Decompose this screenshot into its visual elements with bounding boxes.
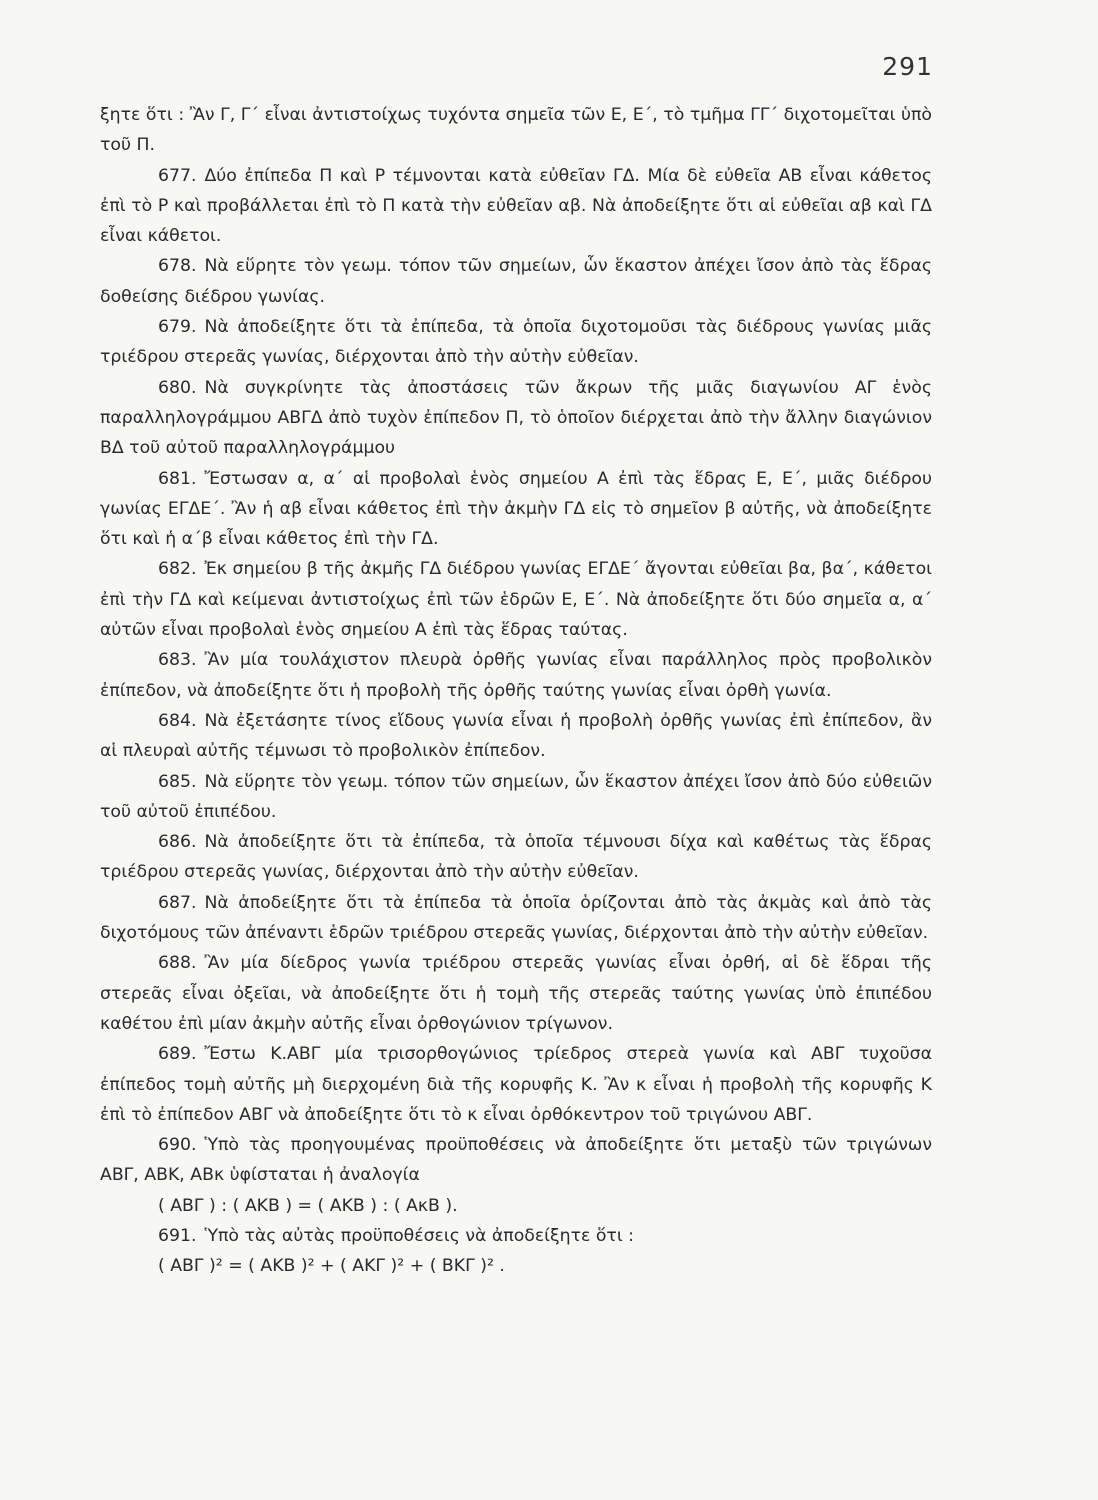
- exercise-text: Ὑπὸ τὰς προηγουμένας προϋποθέσεις νὰ ἀποδείξητε ὅτι μεταξὺ τῶν τριγώνων ΑΒΓ, ΑΒΚ, ΑΒκ ὑφίσταται ἡ ἀναλογία: [100, 1135, 932, 1186]
- exercise-text: Ἂν μία δίεδρος γωνία τριέδρου στερεᾶς γωνίας εἶναι ὀρθή, αἱ δὲ ἕδραι τῆς στερεᾶς εἶναι ὀξεῖαι, νὰ ἀποδείξητε ὅτι ἡ τομὴ τῆς στερεᾶς ταύτης γωνίας ὑπὸ ἐπιπέδου καθέτου ἐπὶ μίαν ἀκμὴν αὐτῆς εἶναι ὀρθογώνιον τρίγωνον.: [100, 953, 932, 1034]
- exercise-683: [100, 645, 932, 706]
- paragraph-text: ξητε ὅτι : Ἂν Γ, Γ΄ εἶναι ἀντιστοίχως τυχόντα σημεῖα τῶν Ε, Ε΄, τὸ τμῆμα ΓΓ΄ διχοτομεῖται ὑπὸ τοῦ Π.: [100, 105, 932, 156]
- exercise-text: [100, 100, 932, 1282]
- page-number: 291: [882, 52, 933, 81]
- exercise-number: 677.: [158, 165, 197, 186]
- exercise-686: [100, 827, 932, 888]
- exercise-number: 689.: [158, 1044, 197, 1065]
- exercise-text: Ἔστω Κ.ΑΒΓ μία τρισορθογώνιος τρίεδρος στερεὰ γωνία καὶ ΑΒΓ τυχοῦσα ἐπίπεδος τομὴ αὐτῆς μὴ διερχομένη διὰ τῆς κορυφῆς Κ. Ἂν κ εἶναι ἡ προβολὴ τῆς κορυφῆς Κ ἐπὶ τὸ ἐπίπεδον ΑΒΓ νὰ ἀποδείξητε ὅτι τὸ κ εἶναι ὀρθόκεντρον τοῦ τριγώνου ΑΒΓ.: [100, 1044, 932, 1125]
- exercise-682: [100, 554, 932, 645]
- exercise-690: [100, 1130, 932, 1221]
- exercise-text: Νὰ εὕρητε τὸν γεωμ. τόπον τῶν σημείων, ὧν ἕκαστον ἀπέχει ἴσον ἀπὸ τὰς ἕδρας δοθείσης διέδρου γωνίας.: [100, 256, 932, 307]
- exercise-text: Νὰ εὕρητε τὸν γεωμ. τόπον τῶν σημείων, ὧν ἕκαστον ἀπέχει ἴσον ἀπὸ δύο εὐθειῶν τοῦ αὐτοῦ ἐπιπέδου.: [100, 771, 932, 822]
- exercise-number: 687.: [158, 892, 197, 913]
- paragraph-continuation: [100, 100, 932, 161]
- exercise-679: [100, 312, 932, 373]
- exercise-680: [100, 373, 932, 464]
- exercise-number: 684.: [158, 710, 197, 731]
- exercise-text: Ἐκ σημείου β τῆς ἀκμῆς ΓΔ διέδρου γωνίας ΕΓΔΕ΄ ἄγονται εὐθεῖαι βα, βα΄, κάθετοι ἐπὶ τὴν ΓΔ καὶ κείμεναι ἀντιστοίχως ἐπὶ τῶν ἑδρῶν Ε, Ε΄. Νὰ ἀποδείξητε ὅτι δύο σημεῖα α, α΄ αὐτῶν εἶναι προβολαὶ ἑνὸς σημείου Α ἐπὶ τὰς ἕδρας ταύτας.: [100, 559, 932, 641]
- exercise-text: Δύο ἐπίπεδα Π καὶ Ρ τέμνονται κατὰ εὐθεῖαν ΓΔ. Μία δὲ εὐθεῖα ΑΒ εἶναι κάθετος ἐπὶ τὸ Ρ καὶ προβάλλεται ἐπὶ τὸ Π κατὰ τὴν εὐθεῖαν αβ. Νὰ ἀποδείξητε ὅτι αἱ εὐθεῖαι αβ καὶ ΓΔ εἶναι κάθετοι.: [100, 165, 932, 247]
- exercise-text: Ἔστωσαν α, α΄ αἱ προβολαὶ ἑνὸς σημείου Α ἐπὶ τὰς ἕδρας Ε, Ε΄, μιᾶς διέδρου γωνίας ΕΓΔΕ΄. Ἂν ἡ αβ εἶναι κάθετος ἐπὶ τὴν ἀκμὴν ΓΔ εἰς τὸ σημεῖον β αὐτῆς, νὰ ἀποδείξητε ὅτι καὶ ἡ α΄β εἶναι κάθετος ἐπὶ τὴν ΓΔ.: [100, 468, 932, 550]
- exercise-685: [100, 767, 932, 828]
- exercise-number: 691.: [158, 1225, 197, 1246]
- exercise-number: 679.: [158, 317, 197, 338]
- exercise-text: Νὰ ἀποδείξητε ὅτι τὰ ἐπίπεδα τὰ ὁποῖα ὁρίζονται ἀπὸ τὰς ἀκμὰς καὶ ἀπὸ τὰς διχοτόμους τῶν ἀπέναντι ἑδρῶν τριέδρου στερεᾶς γωνίας, διέρχονται ἀπὸ τὴν αὐτὴν εὐθεῖαν.: [100, 892, 932, 944]
- exercise-688: [100, 948, 932, 1039]
- exercise-text: Ἂν μία τουλάχιστον πλευρὰ ὀρθῆς γωνίας εἶναι παράλληλος πρὸς προβολικὸν ἐπίπεδον, νὰ ἀποδείξητε ὅτι ἡ προβολὴ τῆς ὀρθῆς ταύτης γωνίας εἶναι ὀρθὴ γωνία.: [100, 650, 932, 701]
- exercise-text: Νὰ ἀποδείξητε ὅτι τὰ ἐπίπεδα, τὰ ὁποῖα τέμνουσι δίχα καὶ καθέτως τὰς ἕδρας τριέδρου στερεᾶς γωνίας, διέρχονται ἀπὸ τὴν αὐτὴν εὐθεῖαν.: [100, 832, 932, 883]
- exercise-number: 681.: [158, 468, 197, 489]
- exercise-number: 682.: [158, 559, 197, 580]
- exercise-number: 685.: [158, 771, 197, 792]
- exercise-text: Νὰ ἐξετάσητε τίνος εἴδους γωνία εἶναι ἡ προβολὴ ὀρθῆς γωνίας ἐπὶ ἐπίπεδον, ἂν αἱ πλευραὶ αὐτῆς τέμνωσι τὸ προβολικὸν ἐπίπεδον.: [100, 710, 932, 762]
- exercise-text: Νὰ ἀποδείξητε ὅτι τὰ ἐπίπεδα, τὰ ὁποῖα διχοτομοῦσι τὰς διέδρους γωνίας μιᾶς τριέδρου στερεᾶς γωνίας, διέρχονται ἀπὸ τὴν αὐτὴν εὐθεῖαν.: [100, 317, 932, 368]
- exercise-677: [100, 161, 932, 252]
- exercise-684: [100, 706, 932, 767]
- exercise-number: 690.: [158, 1135, 197, 1156]
- exercise-text: Νὰ συγκρίνητε τὰς ἀποστάσεις τῶν ἄκρων τῆς μιᾶς διαγωνίου ΑΓ ἑνὸς παραλληλογράμμου ΑΒΓΔ ἀπὸ τυχὸν ἐπίπεδον Π, τὸ ὁποῖον διέρχεται ἀπὸ τὴν ἄλλην διαγώνιον ΒΔ τοῦ αὐτοῦ παραλληλογράμμου: [100, 377, 932, 459]
- exercise-678: [100, 251, 932, 312]
- exercise-number: 686.: [158, 832, 197, 853]
- exercise-691: [100, 1221, 932, 1282]
- squares-formula: ( ΑΒΓ )² = ( ΑΚΒ )² + ( ΑΚΓ )² + ( ΒΚΓ )² .: [158, 1256, 505, 1277]
- proportion-formula: ( ΑΒΓ ) : ( ΑΚΒ ) = ( ΑΚΒ ) : ( ΑκΒ ).: [158, 1195, 458, 1216]
- exercise-number: 688.: [158, 953, 197, 974]
- exercise-text: Ὑπὸ τὰς αὐτὰς προϋποθέσεις νὰ ἀποδείξητε ὅτι :: [204, 1225, 635, 1246]
- exercise-number: 683.: [158, 650, 197, 671]
- exercise-689: [100, 1039, 932, 1130]
- exercise-681: [100, 464, 932, 555]
- exercise-687: [100, 888, 932, 949]
- exercise-number: 678.: [158, 256, 197, 277]
- exercise-number: 680.: [158, 377, 197, 398]
